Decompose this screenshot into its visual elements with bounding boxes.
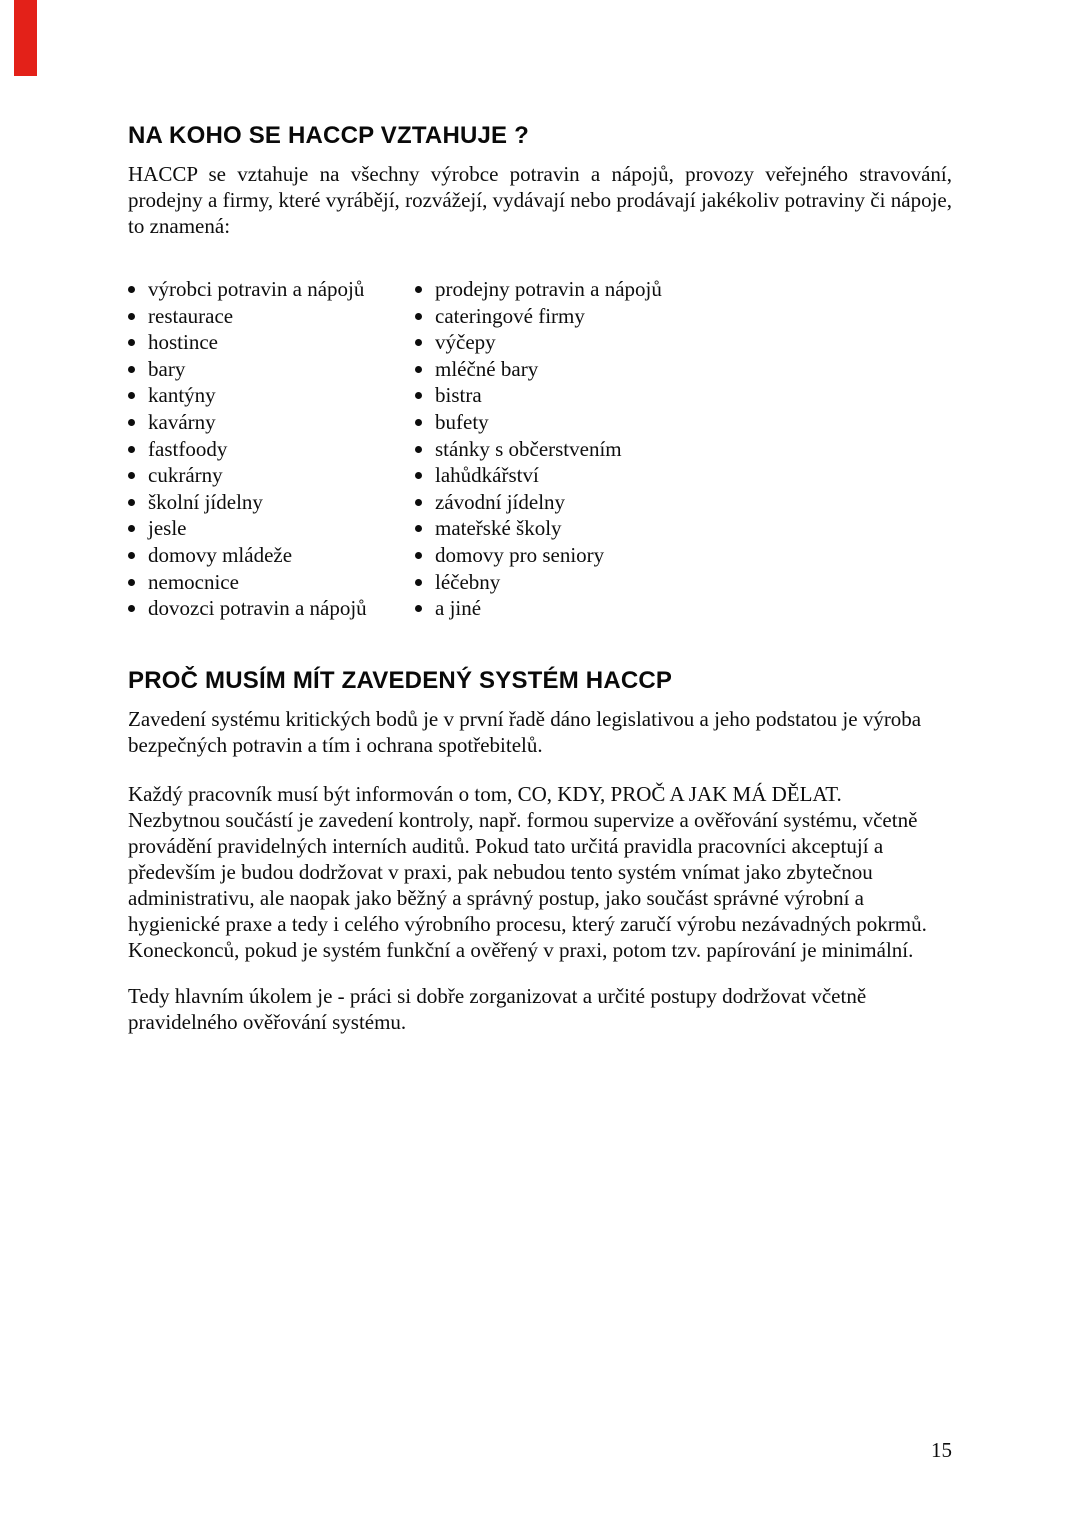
bullet-icon <box>415 366 422 373</box>
list-item-label: prodejny potravin a nápojů <box>435 277 662 301</box>
bullet-icon <box>415 472 422 479</box>
list-item-label: výčepy <box>435 330 496 355</box>
bullet-icon <box>128 366 135 373</box>
list-item-label: restaurace <box>148 303 234 328</box>
bullet-icon <box>128 392 135 399</box>
bullet-icon <box>128 313 135 320</box>
scope-list-right-column <box>415 276 952 622</box>
list-item-label: fastfoody <box>148 436 228 461</box>
list-item <box>415 542 952 569</box>
list-item-label: bary <box>148 356 186 381</box>
list-item-label: lahůdkářství <box>435 463 539 488</box>
list-item <box>128 356 415 383</box>
list-item-label: domovy mládeže <box>148 542 293 567</box>
list-item <box>415 382 952 409</box>
list-item <box>128 382 415 409</box>
list-item-label: školní jídelny <box>148 489 263 514</box>
list-item-label: a jiné <box>435 596 482 621</box>
list-item-label: kantýny <box>148 383 216 408</box>
bullet-icon <box>415 499 422 506</box>
bullet-icon <box>415 605 422 612</box>
scope-bullet-lists <box>128 276 952 622</box>
list-item-label: hostince <box>148 330 218 355</box>
bullet-icon <box>128 552 135 559</box>
bullet-icon <box>415 525 422 532</box>
list-item-label: bufety <box>435 409 489 434</box>
bullet-icon <box>128 579 135 586</box>
list-item <box>128 329 415 356</box>
bullet-icon <box>128 525 135 532</box>
bullet-icon <box>128 286 135 293</box>
list-item-label: léčebny <box>435 569 501 594</box>
list-item <box>128 542 415 569</box>
bullet-icon <box>415 419 422 426</box>
section2-heading: PROČ MUSÍM MÍT ZAVEDENÝ SYSTÉM HACCP <box>128 666 673 694</box>
bullet-icon <box>415 313 422 320</box>
section1-heading: NA KOHO SE HACCP VZTAHUJE ? <box>128 122 529 149</box>
red-margin-mark <box>14 0 37 76</box>
list-item <box>128 409 415 436</box>
list-item <box>415 436 952 463</box>
list-item-label: mateřské školy <box>435 516 562 541</box>
list-item-label: dovozci potravin a nápojů <box>148 596 367 621</box>
scope-list-left-column <box>128 276 415 622</box>
list-item <box>415 303 952 330</box>
section1-intro-paragraph: HACCP se vztahuje na všechny výrobce potravin a nápojů, provozy veřejného stravování, prodejny a firmy, které vyrábějí, rozvážejí, vydávají nebo prodávají jakékoliv potraviny či nápoje, to znamená: <box>128 162 952 238</box>
section2-intro-paragraph: Zavedení systému kritických bodů je v první řadě dáno legislativou a jeho podstatou je výroba bezpečných potravin a tím i ochrana spotřebitelů. <box>128 706 922 757</box>
bullet-icon <box>415 286 422 293</box>
bullet-icon <box>415 446 422 453</box>
list-item-label: nemocnice <box>148 569 239 594</box>
bullet-icon <box>128 446 135 453</box>
section2-body-paragraph <box>128 781 952 963</box>
list-item <box>415 276 952 303</box>
list-item-label: mléčné bary <box>435 356 539 381</box>
list-item <box>128 569 415 596</box>
list-item <box>415 489 952 516</box>
list-item-label: kavárny <box>148 409 216 434</box>
list-item <box>415 329 952 356</box>
list-item <box>415 462 952 489</box>
page-content <box>128 123 952 1035</box>
bullet-icon <box>415 392 422 399</box>
section2-closing-paragraph: Tedy hlavním úkolem je - práci si dobře zorganizovat a určité postupy dodržovat včetně pravidelného ověřování systému. <box>128 983 867 1034</box>
paragraph-line: Každý pracovník musí být informován o tom, CO, KDY, PROČ A JAK MÁ DĚLAT. <box>128 781 842 806</box>
list-item-label: výrobci potravin a nápojů <box>148 277 365 301</box>
list-item-label: závodní jídelny <box>435 489 566 514</box>
list-item-label: bistra <box>435 383 482 408</box>
page-number: 15 <box>931 1438 952 1462</box>
list-item-label: cateringové firmy <box>435 303 585 328</box>
bullet-icon <box>128 499 135 506</box>
paragraph-line: Nezbytnou součástí je zavedení kontroly, např. formou supervize a ověřování systému, včetně provádění pravidelných interních auditů. Pokud tato určitá pravidla pracovníci akceptují a především je budou dodržovat v praxi, pak nebudou tento systém vnímat jako zbytečnou administrativu, ale naopak jako běžný a správný postup, jako součást správné výrobní a hygienické praxe a tedy i celého výrobního procesu, který zaručí výrobu nezávadných pokrmů. Koneckonců, pokud je systém funkční a ověřený v praxi, potom tzv. papírování je minimální. <box>128 807 927 962</box>
bullet-icon <box>128 472 135 479</box>
bullet-icon <box>128 605 135 612</box>
list-item <box>415 515 952 542</box>
list-item-label: domovy pro seniory <box>435 542 605 567</box>
list-item-label: jesle <box>148 516 187 541</box>
list-item <box>128 489 415 516</box>
list-item <box>415 409 952 436</box>
list-item <box>128 276 415 303</box>
list-item <box>128 515 415 542</box>
list-item <box>128 462 415 489</box>
list-item-label: stánky s občerstvením <box>435 436 622 461</box>
list-item <box>415 595 952 622</box>
list-item <box>128 303 415 330</box>
list-item <box>415 569 952 596</box>
list-item <box>128 595 415 622</box>
bullet-icon <box>128 419 135 426</box>
bullet-icon <box>415 552 422 559</box>
list-item <box>415 356 952 383</box>
list-item <box>128 436 415 463</box>
bullet-icon <box>415 339 422 346</box>
bullet-icon <box>415 579 422 586</box>
bullet-icon <box>128 339 135 346</box>
list-item-label: cukrárny <box>148 463 223 488</box>
